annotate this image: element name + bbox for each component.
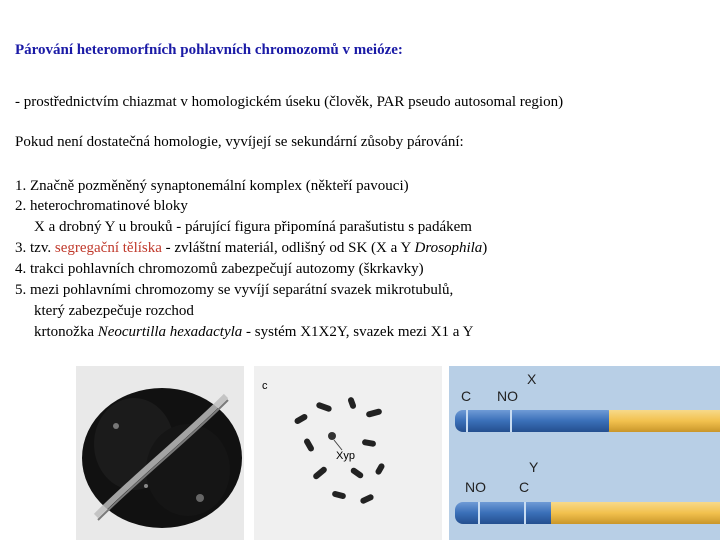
par-line: - prostřednictvím chiazmat v homologickém úseku (člověk, PAR pseudo autosomal region) [15, 94, 564, 110]
list-item-3-suffix: ) [482, 240, 488, 256]
list-item-5-example-prefix: krtonožka [34, 324, 98, 340]
micrograph-chromosomes [254, 366, 442, 540]
list-item-5-example [34, 323, 474, 341]
list-item-3 [15, 239, 487, 257]
list-item-3-middle: - zvláštní materiál, odlišný od SK (X a Y [161, 240, 415, 256]
panel-label-c: c [262, 380, 268, 392]
list-item-5: 5. mezi pohlavními chromozomy se vyvíjí separátní svazek mikrotubulů, [15, 282, 454, 298]
xy-chromosome-diagram [449, 366, 720, 540]
list-item-5-detail: který zabezpečuje rozchod [34, 303, 194, 319]
list-item-2: 2. heterochromatinové bloky [15, 198, 188, 214]
x-chromosome-bar [449, 406, 720, 436]
micrograph-nucleus-drawing [76, 366, 244, 540]
page-title: Párování heteromorfních pohlavních chromozomů v meióze: [15, 42, 403, 58]
xyp-label: Xyp [336, 450, 355, 462]
list-item-1: 1. Značně pozměněný synaptonemální komplex (někteří pavouci) [15, 178, 409, 194]
y-chromosome-bar [449, 498, 720, 528]
segregation-bodies-term: segregační tělíska [54, 240, 162, 256]
micrograph-nucleus [76, 366, 244, 540]
drosophila-term: Drosophila [414, 240, 483, 256]
neocurtilla-term: Neocurtilla hexadactyla [97, 324, 243, 340]
list-item-4: 4. trakci pohlavních chromozomů zabezpečují autozomy (škrkavky) [15, 261, 424, 277]
list-item-3-prefix: 3. tzv. [15, 240, 55, 256]
y-chromosome-label: Y [529, 459, 539, 475]
x-c-label: C [461, 388, 472, 404]
y-no-label: NO [465, 479, 486, 495]
list-item-5-example-suffix: - systém X1X2Y, svazek mezi X1 a Y [242, 324, 474, 340]
x-chromosome-label: X [527, 371, 537, 387]
x-no-label: NO [497, 388, 518, 404]
list-item-2-detail: X a drobný Y u brouků - párující figura připomíná parašutistu s padákem [34, 219, 472, 235]
y-c-label: C [519, 479, 530, 495]
secondary-pairing-line: Pokud není dostatečná homologie, vyvíjejí se sekundární zůsoby párování: [15, 134, 464, 150]
